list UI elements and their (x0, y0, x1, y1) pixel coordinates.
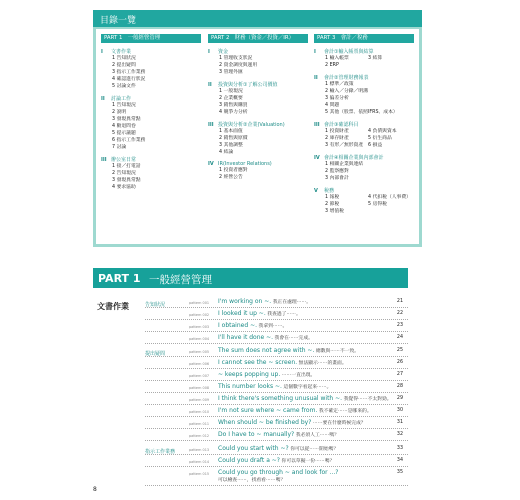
toc-item[interactable]: 2 告知現況 (112, 171, 136, 176)
pattern-row[interactable]: pattern 013 Could you start with ~? 你可以從⋯⋯開始嗎？ 33 (145, 444, 408, 455)
toc-item[interactable]: 2 資金調度與運用 (219, 63, 258, 68)
pattern-row[interactable]: pattern 001 I'm working on ~. 我正在處理⋯⋯。 21 (145, 297, 408, 308)
toc-item-pair[interactable]: 3 有形／無形資產 6 損益 (325, 143, 383, 148)
toc-item[interactable]: 3 其他調整 (219, 143, 243, 148)
toc-item[interactable]: 7 討論 (112, 145, 127, 150)
toc-item[interactable]: 2 銷售與原價 (219, 136, 248, 141)
toc-section: IV IR(Investor Relations) (208, 161, 272, 167)
toc-part-3 (314, 34, 414, 215)
toc-section: II 投資與分析①了解公司價值 (208, 82, 278, 88)
toc-section: III 投資與分析②企業(Valuation) (208, 122, 285, 128)
toc-section: V 稅務 (314, 188, 335, 194)
toc-title: 目錄一覽 (100, 16, 137, 26)
toc-part-header: PART 2 財務（資金／投資／IR） (208, 34, 308, 43)
group-label: 指示工作業務 (145, 449, 176, 455)
pattern-row[interactable]: pattern 007 ~ keeps popping up. ⋯⋯一直出現。 27 (145, 370, 408, 381)
toc-item[interactable]: 5 其他（股票、依照IFRS、成本） (325, 110, 398, 115)
pattern-row[interactable]: pattern 006 I cannot see the ~ screen. 無法顯示⋯⋯的畫面。 26 (145, 358, 408, 369)
group-label: 提出疑問 (145, 351, 166, 357)
toc-item[interactable]: 2 輸入／分錄／明溝 (325, 89, 368, 94)
toc-item[interactable]: 3 銷售與購買 (219, 103, 248, 108)
toc-item[interactable]: 2 企業概要 (219, 96, 243, 101)
toc-item[interactable]: 4 競爭力分析 (219, 110, 248, 115)
chapter-title: 一般經營管理 (149, 274, 212, 286)
toc-section: II 會計②管理財務報表 (314, 75, 369, 81)
toc-item[interactable]: 2 監察應對 (325, 169, 349, 174)
toc-item[interactable]: 3 偏差分析 (325, 96, 349, 101)
toc-item[interactable]: 6 指示工作業務 (112, 138, 146, 143)
pattern-row[interactable]: pattern 002 I looked it up ~. 我查過了⋯⋯。 22 (145, 309, 408, 320)
toc-item-pair[interactable]: 1 輸入帳票 3 結算 (325, 56, 383, 61)
chapter-header (93, 268, 408, 288)
pattern-row[interactable]: pattern 015 Could you go through ~ and look for ...? 可以檢查⋯⋯，找看看⋯⋯嗎？ 35 (145, 468, 408, 486)
toc-part-header: PART 3 會計／稅務 (314, 34, 414, 43)
pattern-row[interactable]: pattern 010 I'm not sure where ~ came from. 我不確定⋯⋯是哪來的。 30 (145, 406, 408, 417)
toc-item[interactable]: 2 提出疑問 (112, 63, 136, 68)
toc-item-pair[interactable]: 3 增值稅 (325, 209, 344, 214)
toc-header-bar (93, 10, 422, 27)
toc-item[interactable]: 1 告知狀況 (112, 56, 136, 61)
toc-item[interactable]: 4 要求協助 (112, 185, 136, 190)
pattern-row[interactable]: pattern 005 The sum does not agree with ~. 總數與⋯⋯不一致。 25 (145, 346, 408, 357)
toc-item-pair[interactable]: 1 投資財產 4 負債與資本 (325, 129, 397, 134)
toc-item[interactable]: 1 一般現況 (219, 89, 243, 94)
toc-item-pair[interactable]: 2 庫存財產 5 衍生商品 (325, 136, 392, 141)
toc-section: I 文書作業 (101, 49, 132, 55)
pattern-row[interactable]: pattern 014 Could you draft a ~? 你可以草擬一份⋯⋯嗎？ 34 (145, 456, 408, 467)
toc-item[interactable]: 1 管理收支狀況 (219, 56, 253, 61)
toc-part-header: PART 1 一般經營管理 (101, 34, 201, 43)
toc-item[interactable]: 5 討論文件 (112, 84, 136, 89)
toc-part-2 (208, 34, 308, 181)
toc-item-pair[interactable]: 2 ERP (325, 63, 339, 68)
toc-item[interactable]: 4 結論 (219, 150, 234, 155)
pattern-row[interactable]: pattern 009 I think there's something unusual with ~. 我覺得⋯⋯不太對勁。 29 (145, 394, 408, 405)
main-category: 文書作業 (97, 302, 129, 311)
toc-item[interactable]: 3 內部會計 (325, 176, 349, 181)
toc-item[interactable]: 2 說明 (112, 110, 127, 115)
toc-item[interactable]: 3 發現異常點 (112, 117, 141, 122)
toc-section: I 會計①輸入帳票與結算 (314, 49, 374, 55)
table-of-contents (93, 10, 422, 247)
toc-item[interactable]: 4 確認進行狀況 (112, 77, 146, 82)
toc-section: I 資金 (208, 49, 229, 55)
pattern-row[interactable]: pattern 012 Do I have to ~ manually? 我必須人工⋯⋯嗎？ 32 (145, 430, 408, 441)
toc-item[interactable]: 5 提示議題 (112, 131, 136, 136)
toc-item[interactable]: 1 相關企業與連結 (325, 162, 364, 167)
toc-item[interactable]: 1 接／打電話 (112, 164, 141, 169)
toc-section: IV 會計④相關企業與內部會計 (314, 155, 384, 161)
toc-item[interactable]: 2 經營公告 (219, 175, 243, 180)
pattern-row[interactable]: pattern 011 When should ~ be finished by? ⋯⋯要在什麼時候完成？ 31 (145, 418, 408, 429)
toc-item[interactable]: 1 告知現況 (112, 103, 136, 108)
toc-item[interactable]: 1 投資者應對 (219, 168, 248, 173)
pattern-row[interactable]: pattern 003 I obtained ~. 我拿到⋯⋯。 23 (145, 321, 408, 332)
toc-item[interactable]: 3 管理外匯 (219, 70, 243, 75)
toc-section: III 辦公室日常 (101, 157, 137, 163)
chapter-label: PART 1 (98, 272, 141, 285)
toc-part-1 (101, 34, 201, 191)
toc-item[interactable]: 1 基本面值 (219, 129, 243, 134)
pattern-row[interactable]: pattern 004 I'll have it done ~. 我會在⋯⋯完成。 24 (145, 333, 408, 344)
toc-item[interactable]: 1 標準／政策 (325, 82, 354, 87)
page-number: 8 (93, 486, 97, 493)
toc-item[interactable]: 4 問題 (325, 103, 340, 108)
toc-item-pair[interactable]: 2 節稅 5 房得稅 (325, 202, 387, 207)
toc-item[interactable]: 3 發現異常點 (112, 178, 141, 183)
group-label: 告知狀況 (145, 302, 166, 308)
toc-body (96, 29, 419, 244)
toc-item[interactable]: 3 指示工作業務 (112, 70, 146, 75)
toc-section: III 會計③確認科目 (314, 122, 359, 128)
toc-item-pair[interactable]: 1 報稅 4 代扣稅（人事費） (325, 195, 411, 200)
toc-item[interactable]: 4 勸退問卷 (112, 124, 136, 129)
pattern-row[interactable]: pattern 008 This number looks ~. 這個數字看起來⋯⋯。 28 (145, 382, 408, 393)
toc-section: II 討論工作 (101, 96, 132, 102)
